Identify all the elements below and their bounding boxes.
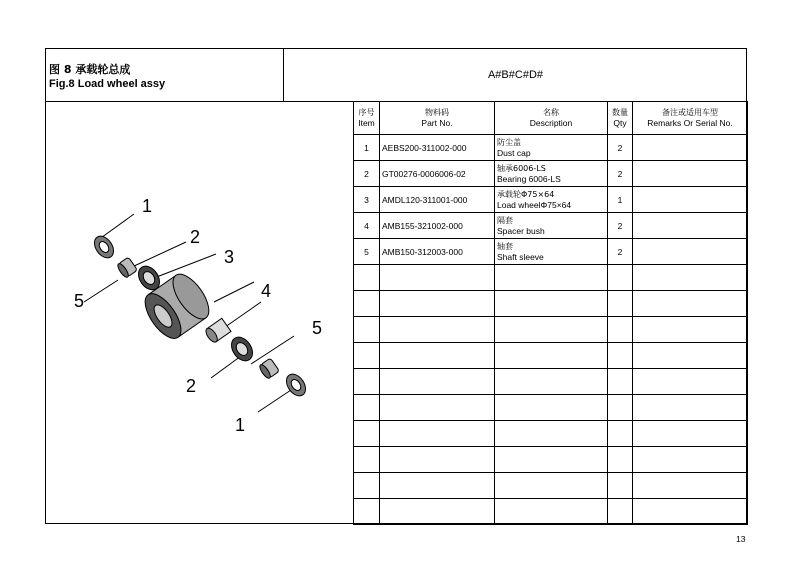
header-qty: 数量 Qty — [608, 102, 633, 135]
empty-cell — [608, 473, 633, 499]
empty-cell — [608, 447, 633, 473]
empty-cell — [354, 447, 380, 473]
row-remarks — [633, 161, 748, 187]
empty-cell — [608, 291, 633, 317]
empty-rows — [354, 265, 748, 525]
row-remarks — [633, 187, 748, 213]
row-part-no: AEBS200-311002-000 — [380, 135, 495, 161]
shaft-sleeve-bottom — [258, 358, 279, 380]
page-number: 13 — [736, 534, 746, 544]
table-header-row — [354, 102, 748, 135]
row-description: 轴套 Shaft sleeve — [495, 239, 608, 265]
empty-cell — [495, 291, 608, 317]
empty-cell — [608, 395, 633, 421]
table-row — [354, 161, 748, 187]
empty-table-row — [354, 473, 748, 499]
empty-cell — [380, 369, 495, 395]
empty-cell — [495, 265, 608, 291]
table-row — [354, 213, 748, 239]
empty-cell — [354, 317, 380, 343]
empty-cell — [380, 395, 495, 421]
dust-cap-top — [91, 233, 118, 262]
empty-cell — [380, 421, 495, 447]
bearing-bottom — [227, 333, 257, 365]
row-qty: 2 — [608, 213, 633, 239]
empty-cell — [380, 291, 495, 317]
table-row — [354, 187, 748, 213]
callout-2-top: 2 — [190, 227, 201, 247]
empty-cell — [354, 473, 380, 499]
empty-cell — [633, 369, 748, 395]
empty-cell — [633, 421, 748, 447]
empty-cell — [495, 369, 608, 395]
empty-cell — [354, 369, 380, 395]
empty-table-row — [354, 291, 748, 317]
empty-table-row — [354, 447, 748, 473]
empty-table-row — [354, 421, 748, 447]
row-item: 1 — [354, 135, 380, 161]
empty-cell — [354, 343, 380, 369]
table-row — [354, 239, 748, 265]
empty-cell — [354, 265, 380, 291]
empty-cell — [633, 447, 748, 473]
callout-2-bottom: 2 — [186, 376, 197, 396]
row-item: 2 — [354, 161, 380, 187]
empty-cell — [354, 395, 380, 421]
empty-cell — [380, 317, 495, 343]
row-part-no: AMB150-312003-000 — [380, 239, 495, 265]
callout-1-top: 1 — [142, 196, 153, 216]
callout-4: 4 — [261, 281, 272, 301]
empty-cell — [354, 499, 380, 525]
empty-cell — [495, 473, 608, 499]
callout-3: 3 — [224, 247, 235, 267]
callout-5-left: 5 — [74, 291, 85, 311]
dust-cap-bottom — [283, 371, 310, 400]
table-row — [354, 135, 748, 161]
parts-table — [353, 101, 748, 525]
empty-cell — [633, 265, 748, 291]
empty-cell — [608, 265, 633, 291]
callout-5-right: 5 — [312, 318, 323, 338]
empty-cell — [633, 499, 748, 525]
empty-cell — [354, 291, 380, 317]
row-qty: 1 — [608, 187, 633, 213]
empty-cell — [380, 447, 495, 473]
row-remarks — [633, 135, 748, 161]
row-description: 防尘盖 Dust cap — [495, 135, 608, 161]
row-description: 隔套 Spacer bush — [495, 213, 608, 239]
empty-cell — [608, 421, 633, 447]
empty-table-row — [354, 317, 748, 343]
exploded-view-drawing — [46, 102, 353, 523]
row-part-no: AMDL120-311001-000 — [380, 187, 495, 213]
empty-cell — [354, 421, 380, 447]
header-remarks: 备注或适用车型 Remarks Or Serial No. — [633, 102, 748, 135]
row-item: 5 — [354, 239, 380, 265]
empty-cell — [380, 499, 495, 525]
empty-table-row — [354, 265, 748, 291]
empty-cell — [495, 317, 608, 343]
empty-table-row — [354, 369, 748, 395]
header-part-no: 物料码 Part No. — [380, 102, 495, 135]
row-qty: 2 — [608, 135, 633, 161]
figure-title-cn: 图 8 承载轮总成 — [49, 63, 131, 76]
empty-cell — [495, 447, 608, 473]
figure-title-en: Fig.8 Load wheel assy — [49, 78, 166, 90]
empty-cell — [608, 343, 633, 369]
empty-cell — [608, 369, 633, 395]
row-qty: 2 — [608, 161, 633, 187]
empty-cell — [608, 317, 633, 343]
header-description: 名称 Description — [495, 102, 608, 135]
row-part-no: GT00276-0006006-02 — [380, 161, 495, 187]
empty-cell — [633, 473, 748, 499]
empty-cell — [608, 499, 633, 525]
empty-table-row — [354, 343, 748, 369]
row-description: 轴承6006-LS Bearing 6006-LS — [495, 161, 608, 187]
empty-cell — [495, 395, 608, 421]
row-part-no: AMB155-321002-000 — [380, 213, 495, 239]
empty-cell — [380, 473, 495, 499]
row-qty: 2 — [608, 239, 633, 265]
empty-cell — [380, 343, 495, 369]
empty-cell — [633, 317, 748, 343]
row-remarks — [633, 213, 748, 239]
row-description: 承载轮Φ75×64 Load wheelΦ75×64 — [495, 187, 608, 213]
empty-cell — [495, 343, 608, 369]
empty-table-row — [354, 395, 748, 421]
spacer-bush — [204, 318, 231, 344]
empty-cell — [633, 291, 748, 317]
model-code: A#B#C#D# — [487, 68, 544, 81]
empty-cell — [495, 499, 608, 525]
callout-1-bottom: 1 — [235, 415, 246, 435]
shaft-sleeve-top — [116, 257, 137, 279]
row-item: 4 — [354, 213, 380, 239]
header-item: 序号 Item — [354, 102, 380, 135]
empty-table-row — [354, 499, 748, 525]
empty-cell — [633, 343, 748, 369]
row-remarks — [633, 239, 748, 265]
empty-cell — [495, 421, 608, 447]
row-item: 3 — [354, 187, 380, 213]
empty-cell — [380, 265, 495, 291]
empty-cell — [633, 395, 748, 421]
